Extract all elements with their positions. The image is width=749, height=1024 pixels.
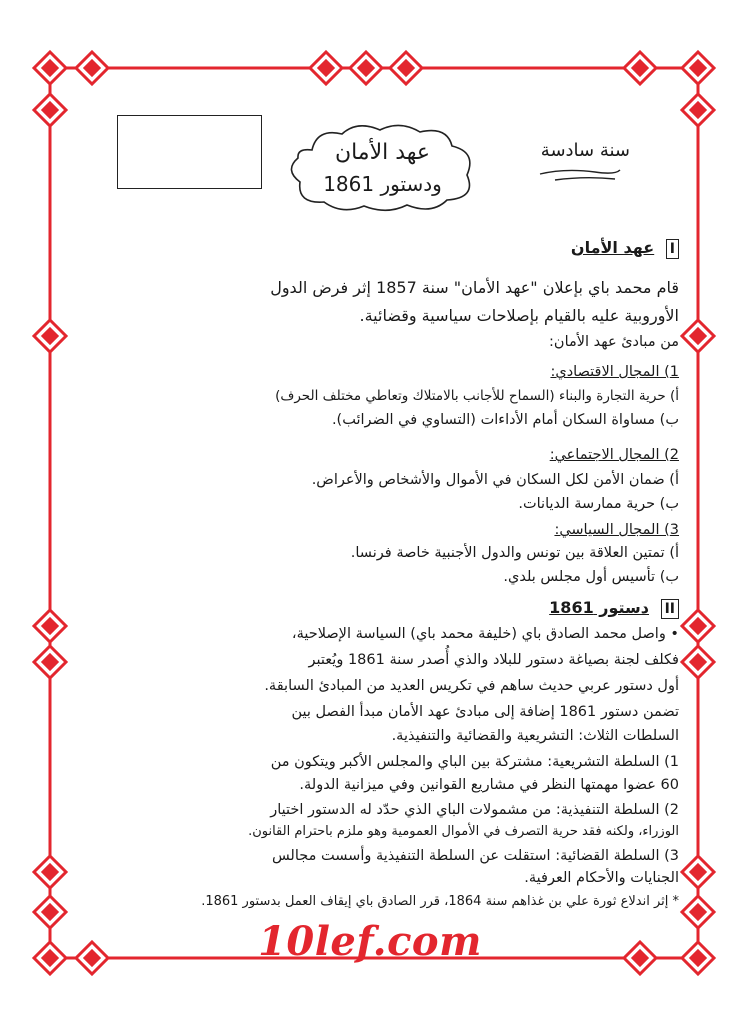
section-2-number: II <box>661 599 679 619</box>
judicial-power-line-1: 3) السلطة القضائية: استقلت عن السلطة التنفيذية وأسست مجالس <box>271 848 679 864</box>
economic-field-heading: 1) المجال الاقتصادي: <box>550 364 679 380</box>
social-item-a: أ) ضمان الأمن لكل السكان في الأموال والأشخاص والأعراض. <box>311 472 679 488</box>
political-item-b: ب) تأسيس أول مجلس بلدي. <box>503 569 679 585</box>
section-2-paragraph-line-3: أول دستور عربي حديث ساهم في تكريس العديد من المبادئ السابقة. <box>264 678 679 694</box>
legislative-power-line-1: 1) السلطة التشريعية: مشتركة بين الباي والمجلس الأكبر ويتكون من <box>270 754 679 770</box>
page-title: عهد الأمان <box>334 140 431 165</box>
economic-item-b: ب) مساواة السكان أمام الأداءات (التساوي في الضرائب). <box>331 412 679 428</box>
grade-label: سنة سادسة <box>540 140 630 161</box>
section-1-intro-line-1: قام محمد باي بإعلان "عهد الأمان" سنة 1857 إثر فرض الدول <box>270 278 679 297</box>
section-2-paragraph-line-5: السلطات الثلاث: التشريعية والقضائية والتنفيذية. <box>391 728 679 744</box>
historical-note: * إثر اندلاع ثورة علي بن غذاهم سنة 1864، قرر الصادق باي إيقاف العمل بدستور 1861. <box>201 894 679 909</box>
site-watermark: 10lef.com <box>258 918 482 965</box>
economic-item-a: أ) حرية التجارة والبناء (السماح للأجانب بالامتلاك وتعاطي مختلف الحرف) <box>275 388 679 404</box>
page-subtitle: ودستور 1861 <box>323 172 442 196</box>
legislative-power-line-2: 60 عضوا مهمتها النظر في مشاريع القوانين وفي ميزانية الدولة. <box>299 777 679 793</box>
section-1-intro-line-2: الأوروبية عليه بالقيام بإصلاحات سياسية وقضائية. <box>359 306 679 325</box>
cloud-outline <box>282 120 482 215</box>
section-2-paragraph-line-4: تضمن دستور 1861 إضافة إلى مبادئ عهد الأمان مبدأ الفصل بين <box>291 704 679 720</box>
section-2-paragraph-line-2: فكلف لجنة بصياغة دستور للبلاد والذي أُصدر سنة 1861 ويُعتبر <box>308 652 679 668</box>
judicial-power-line-2: الجنايات والأحكام العرفية. <box>524 870 679 886</box>
section-1-intro-line-3: من مبادئ عهد الأمان: <box>549 334 679 350</box>
social-item-b: ب) حرية ممارسة الديانات. <box>518 496 679 512</box>
political-item-a: أ) تمتين العلاقة بين تونس والدول الأجنبية خاصة فرنسا. <box>350 545 679 561</box>
section-2-title: دستور 1861 <box>549 598 649 617</box>
executive-power-line-1: 2) السلطة التنفيذية: من مشمولات الباي الذي حدّد له الدستور اختيار <box>270 802 679 818</box>
section-2-paragraph-line-1: • واصل محمد الصادق باي (خليفة محمد باي) السياسة الإصلاحية، <box>291 626 679 642</box>
social-field-heading: 2) المجال الاجتماعي: <box>549 447 679 463</box>
executive-power-line-2: الوزراء، ولكنه فقد حرية التصرف في الأموال العمومية وهو ملزم باحترام القانون. <box>248 824 679 839</box>
section-2-heading <box>118 598 679 619</box>
grade-underline-scribble <box>535 166 625 188</box>
section-1-heading <box>118 238 679 259</box>
empty-name-box <box>117 115 262 189</box>
political-field-heading: 3) المجال السياسي: <box>554 522 679 538</box>
section-1-number: I <box>666 239 679 259</box>
section-1-title: عهد الأمان <box>570 238 655 257</box>
